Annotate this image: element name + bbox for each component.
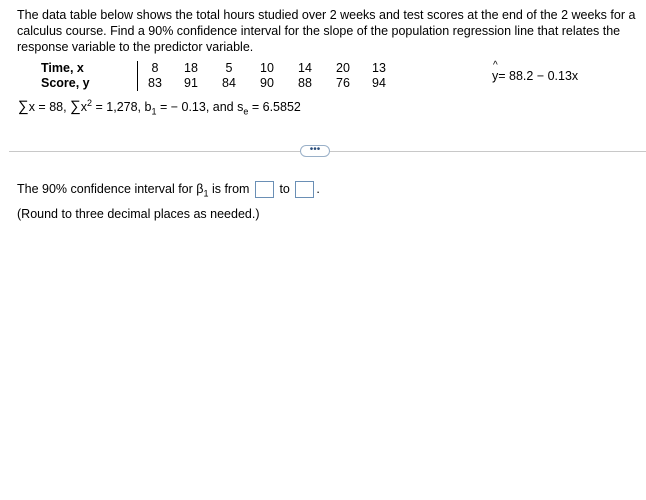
problem-statement: The data table below shows the total hours studied over 2 weeks and test scores at the end of the 2 weeks for a calculus course. Find a 90% confidence interval for the slope of the population regression line that relates the response variable to the predictor variable. [17,8,636,54]
answer-section [17,179,320,224]
row-label-y: Score, y [41,76,138,91]
x-value: 13 [372,61,386,75]
y-value: 90 [260,76,274,90]
x-value: 14 [298,61,312,75]
data-table [41,61,396,91]
table-row-y [41,76,396,91]
standard-error-value: = 6.5852 [248,100,301,115]
y-value: 94 [372,76,386,90]
x-value: 20 [336,61,350,75]
sum-x2-exponent: 2 [87,98,93,108]
more-button[interactable]: ••• [300,145,330,157]
y-value: 84 [222,76,236,90]
to-label: to [279,182,290,196]
b-subscript: 1 [151,106,157,117]
answer-prompt [17,179,320,204]
slope-value: = − 0.13, and s [156,100,244,115]
regression-equation [492,69,578,83]
x-value: 18 [184,61,198,75]
row-label-x: Time, x [41,61,138,76]
x-value: 10 [260,61,274,75]
answer-text-mid: is from [208,182,250,196]
sum-x2-var: x [80,100,88,115]
sigma-symbol: ∑ [18,98,29,116]
y-hat: ^ y [492,69,498,83]
beta-subscript: 1 [203,188,209,199]
summary-statistics [18,98,301,117]
se-subscript: e [243,106,249,117]
table-row-x [41,61,396,76]
sigma-symbol: ∑ [70,98,81,116]
upper-bound-input[interactable] [295,181,314,198]
y-value: 76 [336,76,350,90]
regression-equation-text: = 88.2 − 0.13x [498,69,579,83]
x-value: 8 [151,61,159,75]
y-value: 91 [184,76,198,90]
rounding-note: (Round to three decimal places as needed.) [17,206,260,221]
x-value: 5 [225,61,233,75]
answer-text: The 90% confidence interval for β [17,182,204,196]
sum-x: x = 88, [28,100,67,115]
y-value: 88 [298,76,312,90]
lower-bound-input[interactable] [255,181,274,198]
period: . [316,182,320,196]
sum-x2-value: = 1,278, b [92,100,152,115]
y-value: 83 [148,76,162,90]
